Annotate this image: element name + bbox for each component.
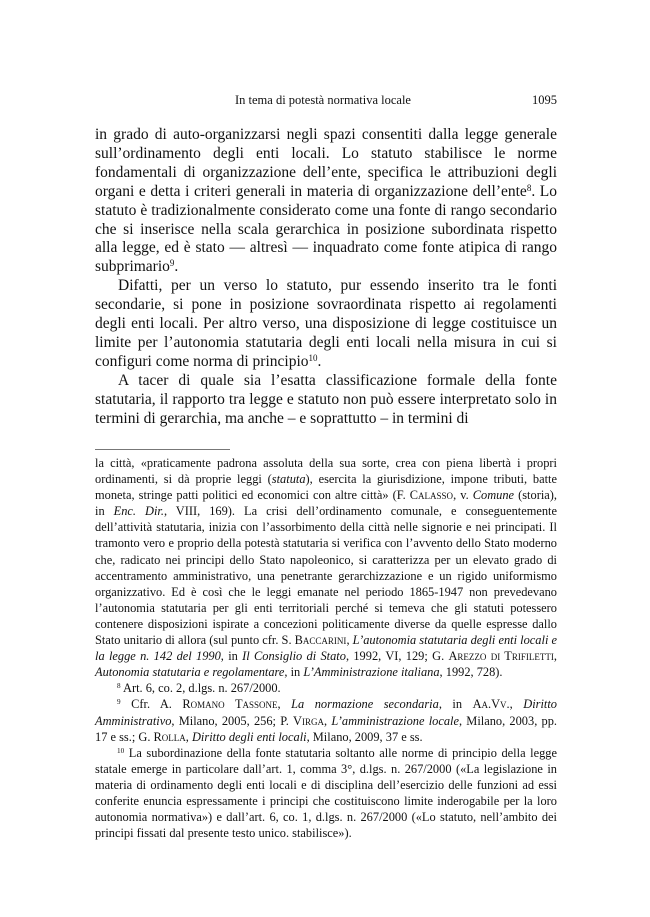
footnote-separator bbox=[95, 449, 230, 450]
paragraph-2: Difatti, per un verso lo statuto, pur essendo inserito tra le fonti secondarie, si pone in posizione sovraordinata rispetto ai regolamenti degli enti locali. Per altro verso, una disposizione di legge costituisce un limite per l’autonomia statutaria degli enti locali nella misura in cui si configuri come norma di principio$^{10}$. bbox=[95, 277, 557, 370]
footnote-number: 8 bbox=[117, 682, 121, 691]
paragraph-1: in grado di auto-organizzarsi negli spazi consentiti dalla legge generale sull’ordinamento degli enti locali. Lo statuto stabilisce le norme fondamentali di organizzazione dell’ente, specifica le attribuzioni degli organi e detta i criteri generali in materia di organizzazione dell’ente$^8$. Lo statuto è tradizionalmente considerato come una fonte di rango secondario che si inserisce nella scala gerarchica in posizione subordinata rispetto alla legge, ed è stato — altresì — inquadrato come fonte atipica di rango subprimario$^9$. bbox=[95, 126, 557, 276]
footnote-number: 9 bbox=[117, 698, 121, 707]
footnote-ref-9: 9 bbox=[169, 258, 175, 269]
running-title: In tema di potestà normativa locale bbox=[235, 93, 411, 107]
footnote-ref-10: 10 bbox=[308, 352, 318, 363]
footnote-8: $^8$ Art. 6, co. 2, d.lgs. n. 267/2000. bbox=[117, 681, 281, 696]
running-header bbox=[95, 93, 557, 109]
footnote-9: $^9$ Cfr. A. Romano Tassone, La normazione secondaria, in Aa.Vv., Diritto Amministrativo, Milano, 2005, 256; P. Virga, L’amministrazione locale, Milano, 2003, pp. 17 e ss.; G. Rolla, Diritto degli enti locali, Milano, 2009, 37 e ss. bbox=[95, 697, 558, 744]
footnotes bbox=[95, 455, 557, 841]
page-number: 1095 bbox=[532, 93, 557, 107]
footnote-ref-8: 8 bbox=[526, 182, 532, 193]
footnote-continuation: la città, «praticamente padrona assoluta della sua sorte, crea con piena libertà i propri ordinamenti, si dà proprie leggi (statuta), esercita la giurisdizione, impone tributi, batte moneta, stringe patti politici ed economici con altre città» (F. Calasso, v. Comune (storia), in Enc. Dir., VIII, 169). La crisi dell’ordinamento comunale, e conseguentemente dell’attività statutaria, inizia con l’assorbimento della città nelle signorie e nei principati. Il tramonto vero e proprio della potestà statutaria si verifica con l’avvento dello Stato moderno che, radicato nei principi dello Stato napoleonico, si caratterizza per un elevato grado di accentramento amministrativo, una penetrante gerarchizzazione e un rigido uniformismo organizzativo. Ed è così che le leggi emanate nel periodo 1865-1947 non prevedevano l’autonomia statutaria per gli enti territoriali perché si temeva che gli statuti potessero contenere disposizioni ispirate a concezioni politicamente diverse da quelle espresse dallo Stato unitario di allora (sul punto cfr. S. Baccarini, L’autonomia statutaria degli enti locali e la legge n. 142 del 1990, in Il Consiglio di Stato, 1992, VI, 129; G. Arezzo di Trifiletti, Autonomia statutaria e regolamentare, in L’Amministrazione italiana, 1992, 728). bbox=[95, 456, 557, 680]
main-text bbox=[95, 126, 557, 429]
footnote-number: 10 bbox=[117, 746, 125, 755]
footnote-10: $^{10}$ La subordinazione della fonte statutaria soltanto alle norme di principio della legge statale emerge in particolare dall’art. 1, comma 3°, d.lgs. n. 267/2000 («La legislazione in materia di ordinamento degli enti locali e di disciplina dell’esercizio delle funzioni ad essi conferite enuncia espressamente i principi che costituiscono limite inderogabile per la loro autonomia normativa») e dall’art. 6, co. 1, d.lgs. n. 267/2000 («Lo statuto, nell’ambito dei principi fissati dal presente testo unico. stabilisce»). bbox=[95, 745, 557, 841]
paragraph-3: A tacer di quale sia l’esatta classificazione formale della fonte statutaria, il rapporto tra legge e statuto non può essere interpretato solo in termini di gerarchia, ma anche – e soprattutto – in termini di bbox=[95, 371, 557, 427]
